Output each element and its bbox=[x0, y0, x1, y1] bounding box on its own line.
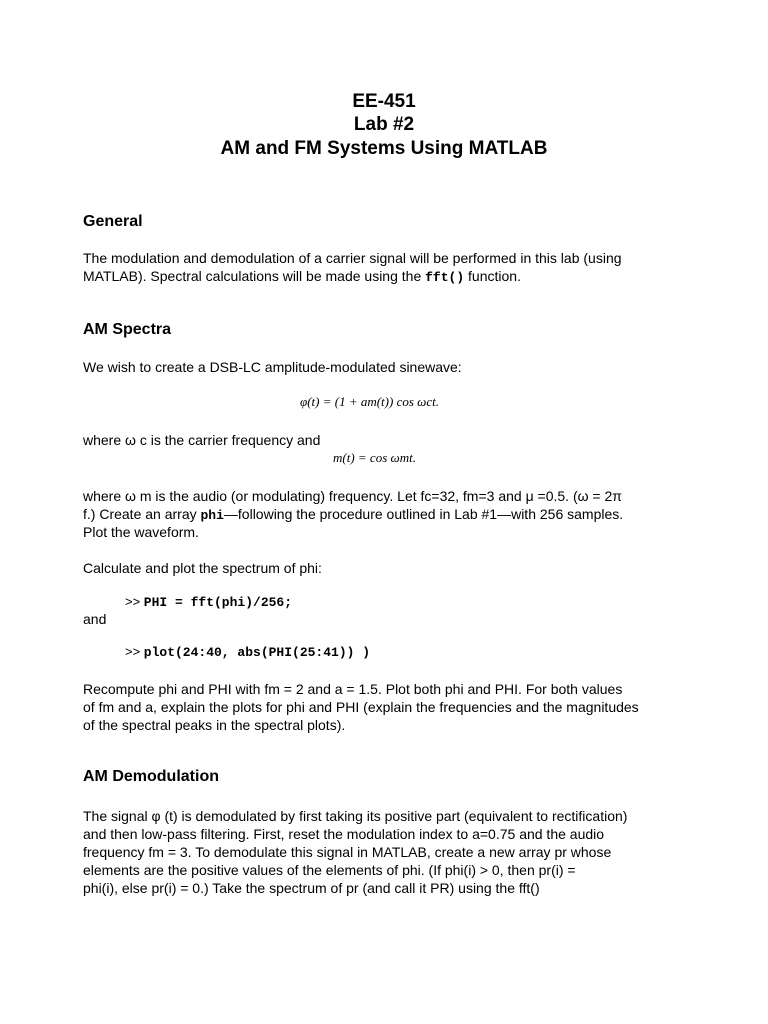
general-line-2 bbox=[83, 267, 521, 287]
document-title: AM and FM Systems Using MATLAB bbox=[220, 138, 548, 159]
equation-am-waveform: φ(t) = (1 + am(t)) cos ωct. bbox=[300, 394, 439, 409]
calc-instruction: Calculate and plot the spectrum of phi: bbox=[83, 560, 322, 576]
where-text-b: —following the procedure outlined in Lab #1—with 256 samples. bbox=[223, 506, 624, 522]
heading-am-spectra: AM Spectra bbox=[83, 321, 172, 338]
demod-line-2: and then low-pass filtering. First, reset the modulation index to a=0.75 and the audio bbox=[83, 826, 605, 842]
recompute-line-1: Recompute phi and PHI with fm = 2 and a = 1.5. Plot both phi and PHI. For both values bbox=[83, 681, 623, 697]
demod-line-3: frequency fm = 3. To demodulate this signal in MATLAB, create a new array pr whose bbox=[83, 844, 612, 860]
am-intro: We wish to create a DSB-LC amplitude-modulated sinewave: bbox=[83, 359, 462, 375]
heading-general: General bbox=[83, 213, 143, 230]
code-line-fft bbox=[125, 593, 292, 612]
lab-number: Lab #2 bbox=[353, 114, 415, 135]
code-fft: PHI = fft(phi)/256; bbox=[143, 595, 293, 610]
prompt-2: >> bbox=[125, 644, 144, 659]
recompute-line-3: of the spectral peaks in the spectral plots). bbox=[83, 717, 346, 733]
course-code: EE-451 bbox=[352, 91, 416, 112]
where-audio-line-1: where ω m is the audio (or modulating) frequency. Let fc=32, fm=3 and μ =0.5. (ω = 2π bbox=[83, 488, 622, 504]
code-line-plot bbox=[125, 643, 370, 662]
demod-line-5: phi(i), else pr(i) = 0.) Take the spectrum of pr (and call it PR) using the fft() bbox=[83, 880, 540, 896]
demod-line-1: The signal φ (t) is demodulated by first taking its positive part (equivalent to rectification) bbox=[83, 808, 628, 824]
prompt-1: >> bbox=[125, 594, 144, 609]
demod-line-4: elements are the positive values of the elements of phi. (If phi(i) > 0, then pr(i) = bbox=[83, 862, 576, 878]
where-audio-line-3: Plot the waveform. bbox=[83, 524, 199, 540]
where-audio-line-2 bbox=[83, 505, 623, 525]
general-line-1: The modulation and demodulation of a carrier signal will be performed in this lab (using bbox=[83, 250, 622, 266]
general-text-b: function. bbox=[464, 268, 521, 284]
where-carrier: where ω c is the carrier frequency and bbox=[83, 432, 321, 448]
general-text-a: MATLAB). Spectral calculations will be made using the bbox=[83, 268, 426, 284]
phi-code: phi bbox=[200, 508, 224, 523]
code-plot: plot(24:40, abs(PHI(25:41)) ) bbox=[143, 645, 371, 660]
recompute-line-2: of fm and a, explain the plots for phi and PHI (explain the frequencies and the magnitudes bbox=[83, 699, 639, 715]
where-text-a: f.) Create an array bbox=[83, 506, 201, 522]
and-text: and bbox=[83, 611, 107, 627]
heading-am-demodulation: AM Demodulation bbox=[83, 768, 219, 785]
fft-code: fft() bbox=[425, 270, 465, 285]
equation-message: m(t) = cos ωmt. bbox=[333, 450, 416, 465]
